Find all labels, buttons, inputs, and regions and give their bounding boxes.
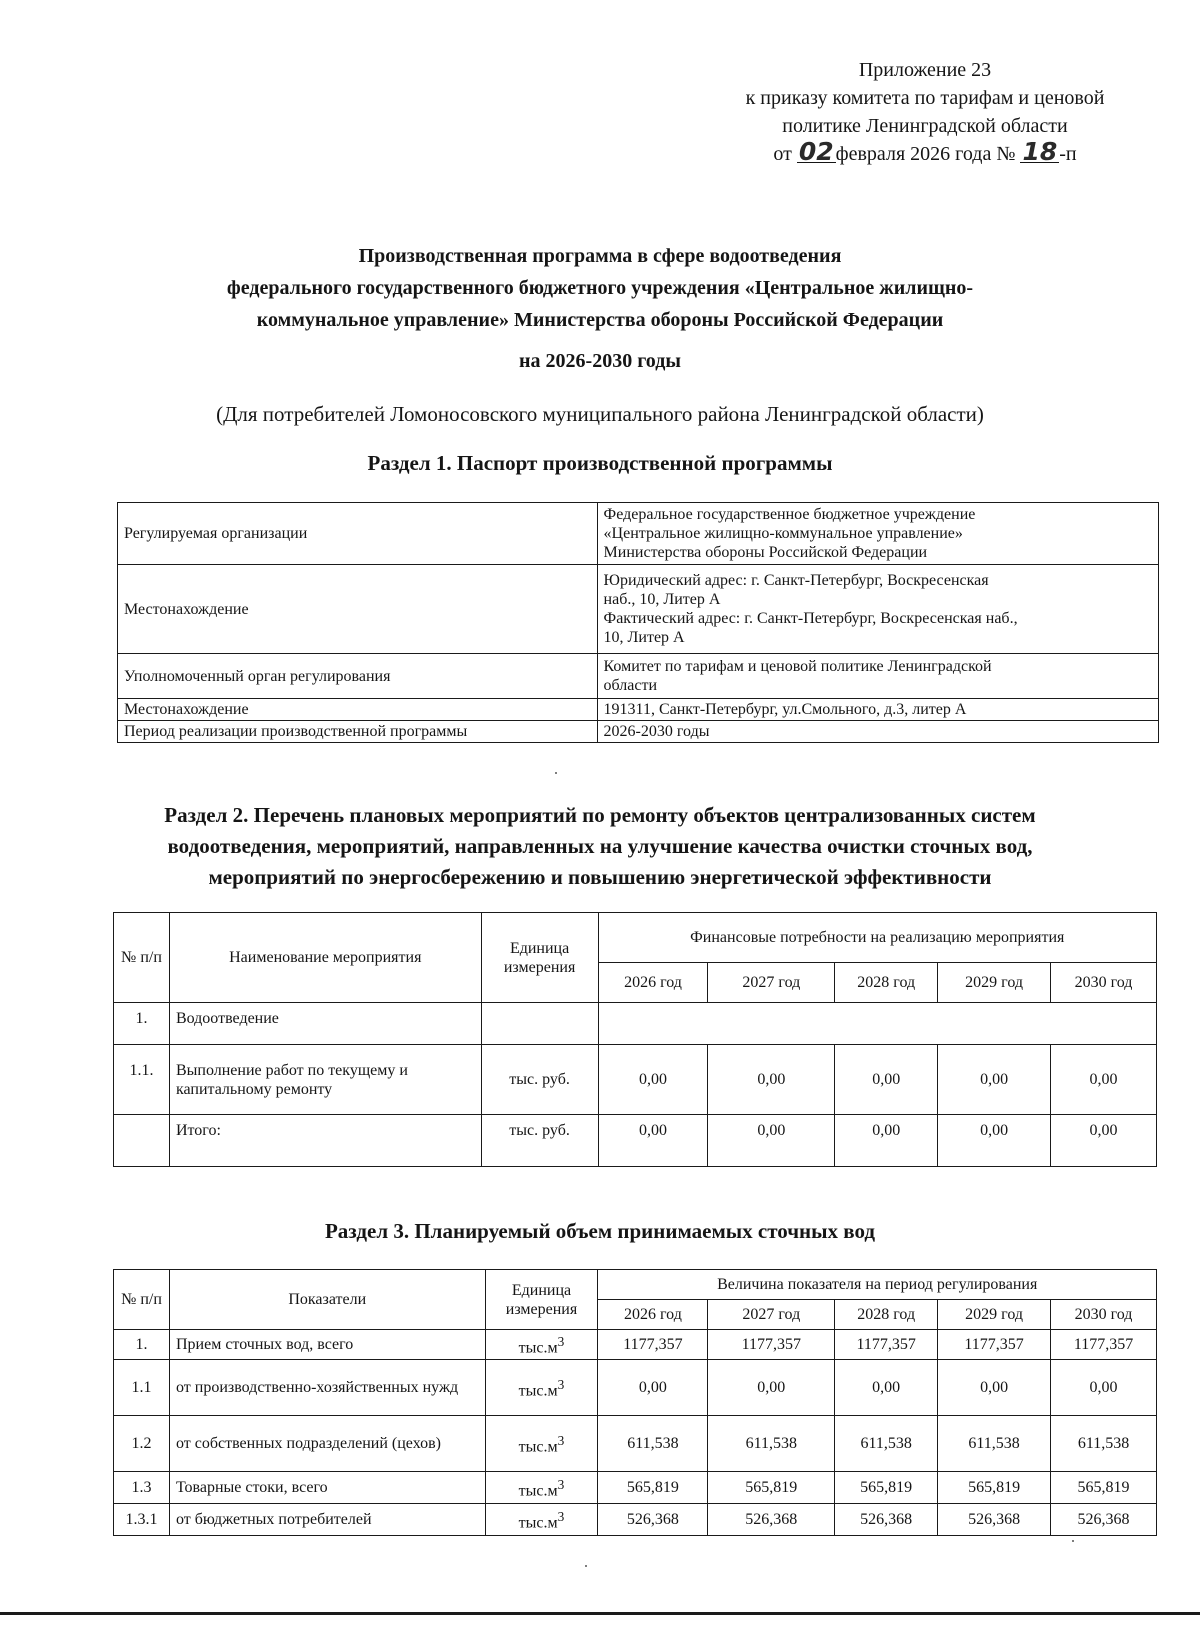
unit-sup: 3	[557, 1432, 565, 1448]
appendix-line-2: к приказу комитета по тарифам и ценовой	[745, 87, 1105, 109]
header-year: 2026 год	[598, 963, 708, 1003]
row-value: 0,00	[835, 1045, 938, 1115]
scan-bottom-edge	[0, 1612, 1200, 1615]
table-row	[114, 1360, 1157, 1416]
value-line: Министерства обороны Российской Федерации	[603, 544, 928, 561]
row-unit	[481, 1003, 598, 1045]
row-value: 0,00	[938, 1115, 1051, 1167]
row-value: 1177,357	[708, 1330, 835, 1360]
row-value: 0,00	[1051, 1115, 1157, 1167]
header-num: № п/п	[114, 913, 170, 1003]
title-line-1: Производственная программа в сфере водоотведения	[358, 245, 842, 267]
value-line: Фактический адрес: г. Санкт-Петербург, Воскресенская наб.,	[603, 610, 1018, 627]
row-value: 611,538	[835, 1416, 938, 1472]
table-row	[114, 1330, 1157, 1360]
row-value: 0,00	[938, 1045, 1051, 1115]
unit-base: тыс.м	[518, 1339, 558, 1357]
row-name: Выполнение работ по текущему и капитальному ремонту	[169, 1045, 481, 1115]
passport-value	[597, 565, 1158, 654]
table-row	[118, 565, 1159, 654]
header-year: 2028 год	[835, 963, 938, 1003]
passport-label: Местонахождение	[118, 699, 598, 721]
scan-speck	[1072, 1540, 1074, 1542]
passport-label: Регулируемая организации	[118, 503, 598, 565]
header-year: 2029 год	[938, 963, 1051, 1003]
header-row	[114, 913, 1157, 963]
table-row	[114, 1045, 1157, 1115]
row-value: 526,368	[1051, 1504, 1157, 1536]
table-row	[114, 1115, 1157, 1167]
header-name: Показатели	[169, 1270, 485, 1330]
header-year: 2029 год	[938, 1300, 1051, 1330]
header-period: Величина показателя на период регулирования	[598, 1270, 1157, 1300]
header-num: № п/п	[114, 1270, 170, 1330]
row-name: от производственно-хозяйственных нужд	[169, 1360, 485, 1416]
header-unit: Единица измерения	[481, 913, 598, 1003]
table-row	[118, 654, 1159, 699]
row-value: 1177,357	[835, 1330, 938, 1360]
row-name: от собственных подразделений (цехов)	[169, 1416, 485, 1472]
unit-sup: 3	[557, 1508, 565, 1524]
handwritten-day: 02	[798, 137, 834, 166]
header-finance: Финансовые потребности на реализацию мероприятия	[598, 913, 1156, 963]
header-unit: Единица измерения	[485, 1270, 598, 1330]
table-row	[118, 721, 1159, 743]
program-years: на 2026-2030 годы	[519, 350, 681, 372]
section2-title	[100, 800, 1100, 893]
row-value: 611,538	[1051, 1416, 1157, 1472]
row-value: 0,00	[938, 1360, 1051, 1416]
unit-base: тыс.м	[518, 1438, 558, 1456]
unit-base: тыс.м	[518, 1382, 558, 1400]
title-line-2: федерального государственного бюджетного учреждения «Центральное жилищно-	[226, 277, 974, 299]
row-unit: тыс. руб.	[481, 1115, 598, 1167]
row-value: 526,368	[708, 1504, 835, 1536]
passport-value	[597, 503, 1158, 565]
table-row	[118, 699, 1159, 721]
row-name: Водоотведение	[169, 1003, 481, 1045]
header-name: Наименование мероприятия	[169, 913, 481, 1003]
table-row	[114, 1003, 1157, 1045]
row-unit	[485, 1472, 598, 1504]
appendix-line-1: Приложение 23	[858, 59, 992, 81]
scan-speck	[585, 1565, 587, 1567]
row-unit	[485, 1360, 598, 1416]
row-value: 611,538	[938, 1416, 1051, 1472]
table-row	[118, 503, 1159, 565]
header-year: 2026 год	[598, 1300, 708, 1330]
row-value: 0,00	[598, 1360, 708, 1416]
row-name: от бюджетных потребителей	[169, 1504, 485, 1536]
row-value: 1177,357	[938, 1330, 1051, 1360]
value-line: «Центральное жилищно-коммунальное управление»	[603, 525, 963, 542]
row-unit	[485, 1416, 598, 1472]
table-row	[114, 1504, 1157, 1536]
value-line: 10, Литер А	[603, 629, 685, 646]
row-unit: тыс. руб.	[481, 1045, 598, 1115]
row-value: 0,00	[598, 1045, 708, 1115]
row-value: 0,00	[1051, 1360, 1157, 1416]
row-unit	[485, 1504, 598, 1536]
header-row	[114, 1270, 1157, 1300]
row-values-empty	[598, 1003, 1156, 1045]
row-num: 1.1.	[114, 1045, 170, 1115]
passport-value	[597, 654, 1158, 699]
row-value: 0,00	[1051, 1045, 1157, 1115]
row-name: Итого:	[169, 1115, 481, 1167]
appendix-line-3: политике Ленинградской области	[782, 115, 1068, 137]
row-value: 0,00	[835, 1360, 938, 1416]
row-value: 0,00	[708, 1045, 835, 1115]
section1-title: Раздел 1. Паспорт производственной программы	[367, 451, 833, 475]
title-line-3: коммунальное управление» Министерства обороны Российской Федерации	[256, 309, 944, 331]
row-value: 1177,357	[1051, 1330, 1157, 1360]
value-line: Федеральное государственное бюджетное учреждение	[603, 506, 976, 523]
unit-base: тыс.м	[518, 1514, 558, 1532]
date-middle: февраля 2026 года №	[835, 143, 1016, 165]
row-num: 1.1	[114, 1360, 170, 1416]
value-line: Комитет по тарифам и ценовой политике Ленинградской	[603, 658, 992, 675]
appendix-header	[690, 56, 1160, 168]
section2-title-line-2: водоотведения, мероприятий, направленных на улучшение качества очистки сточных вод,	[167, 834, 1033, 858]
passport-label: Местонахождение	[118, 565, 598, 654]
row-num	[114, 1115, 170, 1167]
order-suffix: -п	[1059, 143, 1077, 165]
header-year: 2030 год	[1051, 963, 1157, 1003]
header-year: 2027 год	[708, 1300, 835, 1330]
row-value: 565,819	[598, 1472, 708, 1504]
row-value: 565,819	[938, 1472, 1051, 1504]
row-unit	[485, 1330, 598, 1360]
section3-title: Раздел 3. Планируемый объем принимаемых сточных вод	[324, 1219, 876, 1243]
row-value: 526,368	[938, 1504, 1051, 1536]
section2-title-line-3: мероприятий по энергосбережению и повышению энергетической эффективности	[208, 865, 992, 889]
value-line: области	[603, 677, 658, 694]
header-year: 2027 год	[708, 963, 835, 1003]
row-name: Товарные стоки, всего	[169, 1472, 485, 1504]
row-value: 0,00	[598, 1115, 708, 1167]
header-year: 2028 год	[835, 1300, 938, 1330]
row-value: 611,538	[598, 1416, 708, 1472]
section2-title-line-1: Раздел 2. Перечень плановых мероприятий по ремонту объектов централизованных систем	[164, 803, 1036, 827]
row-value: 565,819	[708, 1472, 835, 1504]
row-num: 1.3	[114, 1472, 170, 1504]
row-num: 1.	[114, 1330, 170, 1360]
passport-label: Период реализации производственной программы	[118, 721, 598, 743]
row-value: 565,819	[1051, 1472, 1157, 1504]
wastewater-volume-table	[113, 1269, 1157, 1536]
table-row	[114, 1472, 1157, 1504]
passport-label: Уполномоченный орган регулирования	[118, 654, 598, 699]
row-value: 0,00	[708, 1360, 835, 1416]
consumers-note: (Для потребителей Ломоносовского муниципального района Ленинградской области)	[216, 402, 984, 426]
row-name: Прием сточных вод, всего	[169, 1330, 485, 1360]
value-line: наб., 10, Литер А	[603, 591, 721, 608]
passport-table	[117, 502, 1159, 743]
passport-value: 191311, Санкт-Петербург, ул.Смольного, д.3, литер А	[597, 699, 1158, 721]
scan-speck	[555, 772, 557, 774]
row-value: 565,819	[835, 1472, 938, 1504]
handwritten-order-number: 18	[1022, 137, 1058, 166]
row-num: 1.3.1	[114, 1504, 170, 1536]
document-title	[100, 240, 1100, 336]
row-num: 1.2	[114, 1416, 170, 1472]
value-line: Юридический адрес: г. Санкт-Петербург, Воскресенская	[603, 572, 989, 589]
unit-sup: 3	[557, 1376, 565, 1392]
table-row	[114, 1416, 1157, 1472]
appendix-date-line	[690, 137, 1160, 168]
unit-base: тыс.м	[518, 1482, 558, 1500]
row-value: 526,368	[598, 1504, 708, 1536]
passport-value: 2026-2030 годы	[597, 721, 1158, 743]
row-value: 526,368	[835, 1504, 938, 1536]
row-value: 0,00	[708, 1115, 835, 1167]
row-value: 0,00	[835, 1115, 938, 1167]
row-value: 1177,357	[598, 1330, 708, 1360]
row-num: 1.	[114, 1003, 170, 1045]
unit-sup: 3	[557, 1476, 565, 1492]
date-prefix: от	[773, 143, 792, 165]
unit-sup: 3	[557, 1333, 565, 1349]
activities-table	[113, 912, 1157, 1167]
header-year: 2030 год	[1051, 1300, 1157, 1330]
row-value: 611,538	[708, 1416, 835, 1472]
